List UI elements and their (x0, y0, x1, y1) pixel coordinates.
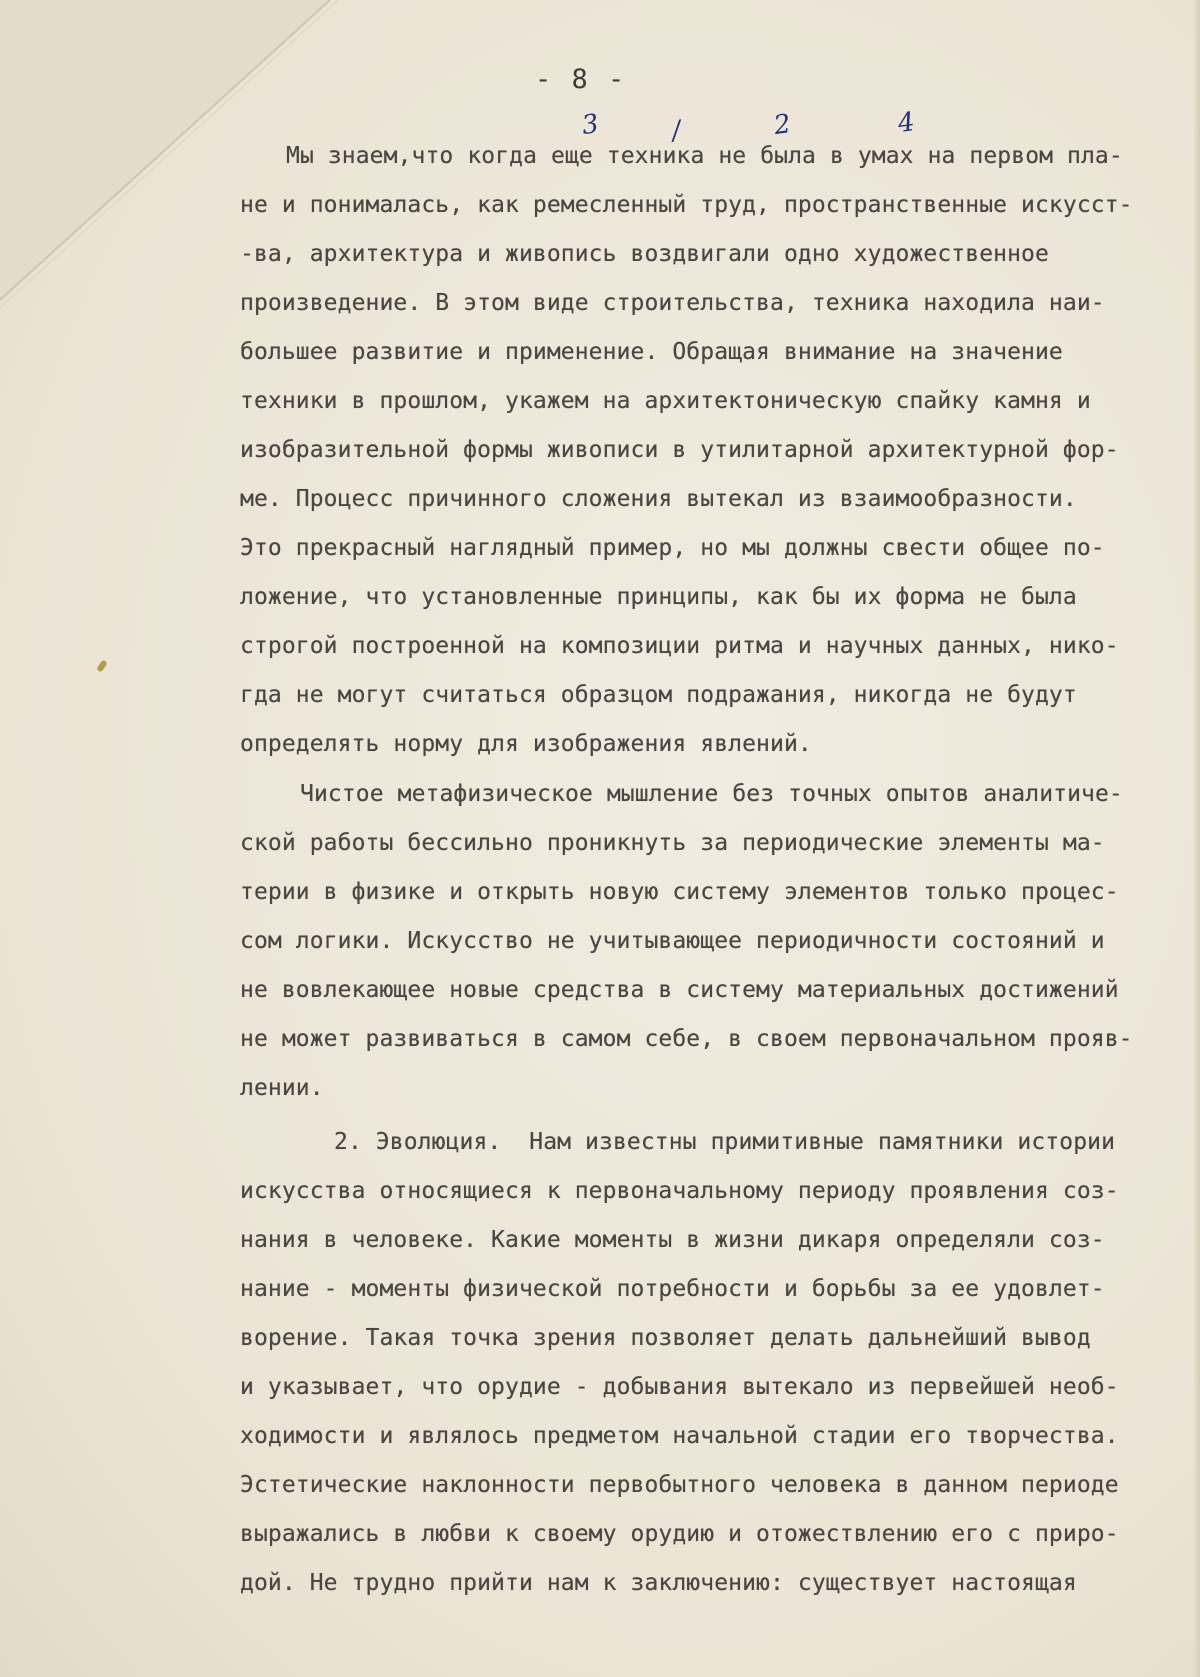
text-line: выражались в любви к своему орудию и отожествлению его с приро- (240, 1521, 1119, 1547)
text-line: 2. Эволюция. Нам известны примитивные памятники истории (334, 1129, 1116, 1155)
text-line: ворение. Такая точка зрения позволяет делать дальнейший вывод (240, 1325, 1091, 1351)
text-line: строгой построенной на композиции ритма и научных данных, нико- (240, 633, 1119, 659)
text-line: большее развитие и применение. Обращая внимание на значение (240, 339, 1063, 365)
text-line: ложение, что установленные принципы, как бы их форма не была (240, 584, 1077, 610)
text-line: сом логики. Искусство не учитывающее периодичности состояний и (240, 928, 1105, 954)
text-line: техники в прошлом, укажем на архитектоническую спайку камня и (240, 388, 1091, 414)
text-line: терии в физике и открыть новую систему элементов только процес- (240, 879, 1119, 905)
text-line: нание - моменты физической потребности и борьбы за ее удовлет- (240, 1276, 1105, 1302)
text-line: ской работы бессильно проникнуть за периодические элементы ма- (240, 830, 1105, 856)
handwritten-mark: 3 (579, 108, 601, 142)
text-line: Мы знаем,что когда еще техника не была в умах на первом пла- (286, 143, 1123, 169)
text-line: не может развиваться в самом себе, в своем первоначальном прояв- (240, 1026, 1133, 1052)
text-line: и указывает, что орудие - добывания вытекало из первейшей необ- (240, 1374, 1119, 1400)
text-line: не и понималась, как ремесленный труд, пространственные искусст- (240, 192, 1133, 218)
text-line: лении. (240, 1075, 324, 1101)
text-line: не вовлекающее новые средства в систему материальных достижений (240, 977, 1119, 1003)
text-line: гда не могут считаться образцом подражания, никогда не будут (240, 682, 1077, 708)
text-line: ходимости и являлось предметом начальной стадии его творчества. (240, 1423, 1119, 1449)
text-line: Чистое метафизическое мышление без точных опытов аналитиче- (300, 781, 1123, 807)
text-line: -ва, архитектура и живопись воздвигали одно художественное (240, 241, 1049, 267)
page-number: - 8 - (535, 64, 627, 95)
handwritten-mark: 2 (771, 108, 793, 142)
text-line: изобразительной формы живописи в утилитарной архитектурной фор- (240, 437, 1119, 463)
text-line: Эстетические наклонности первобытного человека в данном периоде (240, 1472, 1119, 1498)
text-line: определять норму для изображения явлений. (240, 731, 812, 757)
paper-edge (1194, 0, 1200, 1677)
text-line: Это прекрасный наглядный пример, но мы должны свести общее по- (240, 535, 1105, 561)
text-line: дой. Не трудно прийти нам к заключению: существует настоящая (240, 1570, 1077, 1596)
text-line: произведение. В этом виде строительства, техника находила наи- (240, 290, 1105, 316)
text-line: нания в человеке. Какие моменты в жизни дикаря определяли соз- (240, 1227, 1105, 1253)
text-line: искусства относящиеся к первоначальному периоду проявления соз- (240, 1178, 1119, 1204)
handwritten-mark: / (669, 115, 683, 147)
handwritten-mark: 4 (895, 106, 917, 140)
text-line: ме. Процесс причинного сложения вытекал из взаимообразности. (240, 486, 1077, 512)
